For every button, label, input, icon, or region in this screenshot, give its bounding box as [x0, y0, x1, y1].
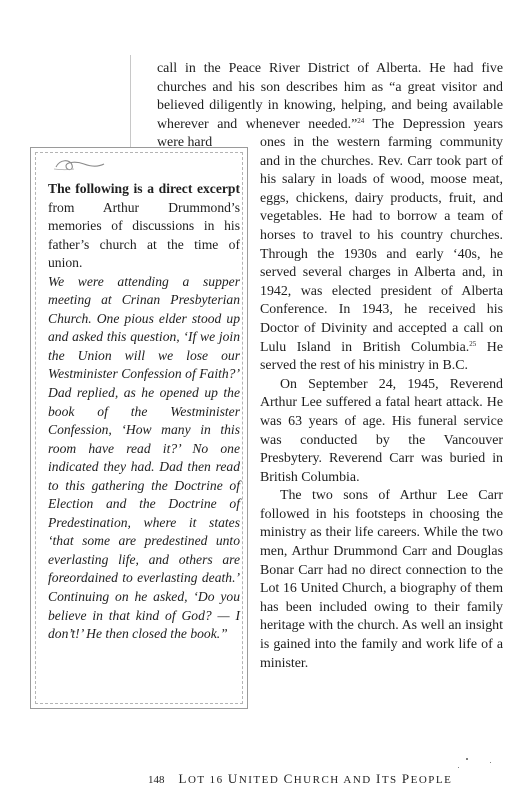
print-speck [458, 767, 459, 768]
footnote-ref-25: 25 [469, 339, 477, 348]
sidebar-lead: The following is a direct excerpt [48, 181, 240, 196]
page-footer [148, 771, 452, 787]
sidebar-text [48, 180, 240, 644]
decorative-swirl-icon [52, 155, 108, 175]
running-title: LOT 16 UNITED CHURCH AND ITS PEOPLE [178, 771, 453, 786]
sidebar-quote: We were attending a supper meeting at Crinan Presbyterian Church. One pious elder stood up and asked this question, ‘If we join the Union will we lose our Westminister Confession of Faith?’ Dad replied, as he opened up the book of the Westminister Confession, ‘How many in this room have read it?’ No one indicated they had. Dad then read to this gathering the Doctrine of Election and the Doctrine of Predestination, where it states ‘that some are predestined unto everlasting life, and others are foreordained to everlasting death.’ Continuing on he asked, ‘Do you believe in that kind of God? — I don’t!’ He then closed the book.” [48, 273, 240, 642]
paragraph-3: The two sons of Arthur Lee Carr followed in his footsteps in choosing the ministry as their life careers. While the two men, Arthur Drummond Carr and Douglas Bonar Carr had no direct connection to the Lot 16 United Church, a biography of them has been included owing to their family heritage with the church. As well an insight is gained into the family and work life of a minister. [260, 488, 503, 671]
paragraph-1-end: He served the rest of his ministry in B.C. [260, 339, 503, 374]
paragraph-1-start: The Depression years were hard [157, 116, 503, 151]
paragraph-1-body: ones in the western farming community and in the churches. Rev. Carr took part of his salary in loads of wood, moose meat, eggs, chickens, dairy products, fruit, and vegetables. He had to borrow a team of horses to travel to his country churches. Through the 1930s and early ‘40s, he served several charges in Alberta and, in 1942, was elected president of Alberta Conference. In 1943, he received his Doctor of Divinity and accepted a call on Lulu Island in British Columbia. [260, 135, 503, 355]
footnote-ref-24: 24 [357, 116, 365, 125]
sidebar-intro: from Arthur Drummond’s memories of discussions in his father’s church at the time of union. [48, 199, 240, 271]
page-number: 148 [148, 774, 165, 786]
top-paragraph: call in the Peace River District of Alberta. He had five churches and his son describes him as “a great visitor and believed diligently in knowing, helping, and being available wherever and whenever needed.” [157, 61, 503, 132]
paragraph-1 [260, 134, 503, 376]
paragraph-2: On September 24, 1945, Reverend Arthur Lee suffered a fatal heart attack. He was 63 years of age. His funeral service was conducted by the Vancouver Presbytery. Reverend Carr was buried in British Columbia. [260, 376, 503, 485]
margin-rule [130, 55, 131, 147]
print-speck [490, 762, 491, 763]
main-text-column [260, 134, 503, 673]
print-speck [466, 758, 468, 760]
